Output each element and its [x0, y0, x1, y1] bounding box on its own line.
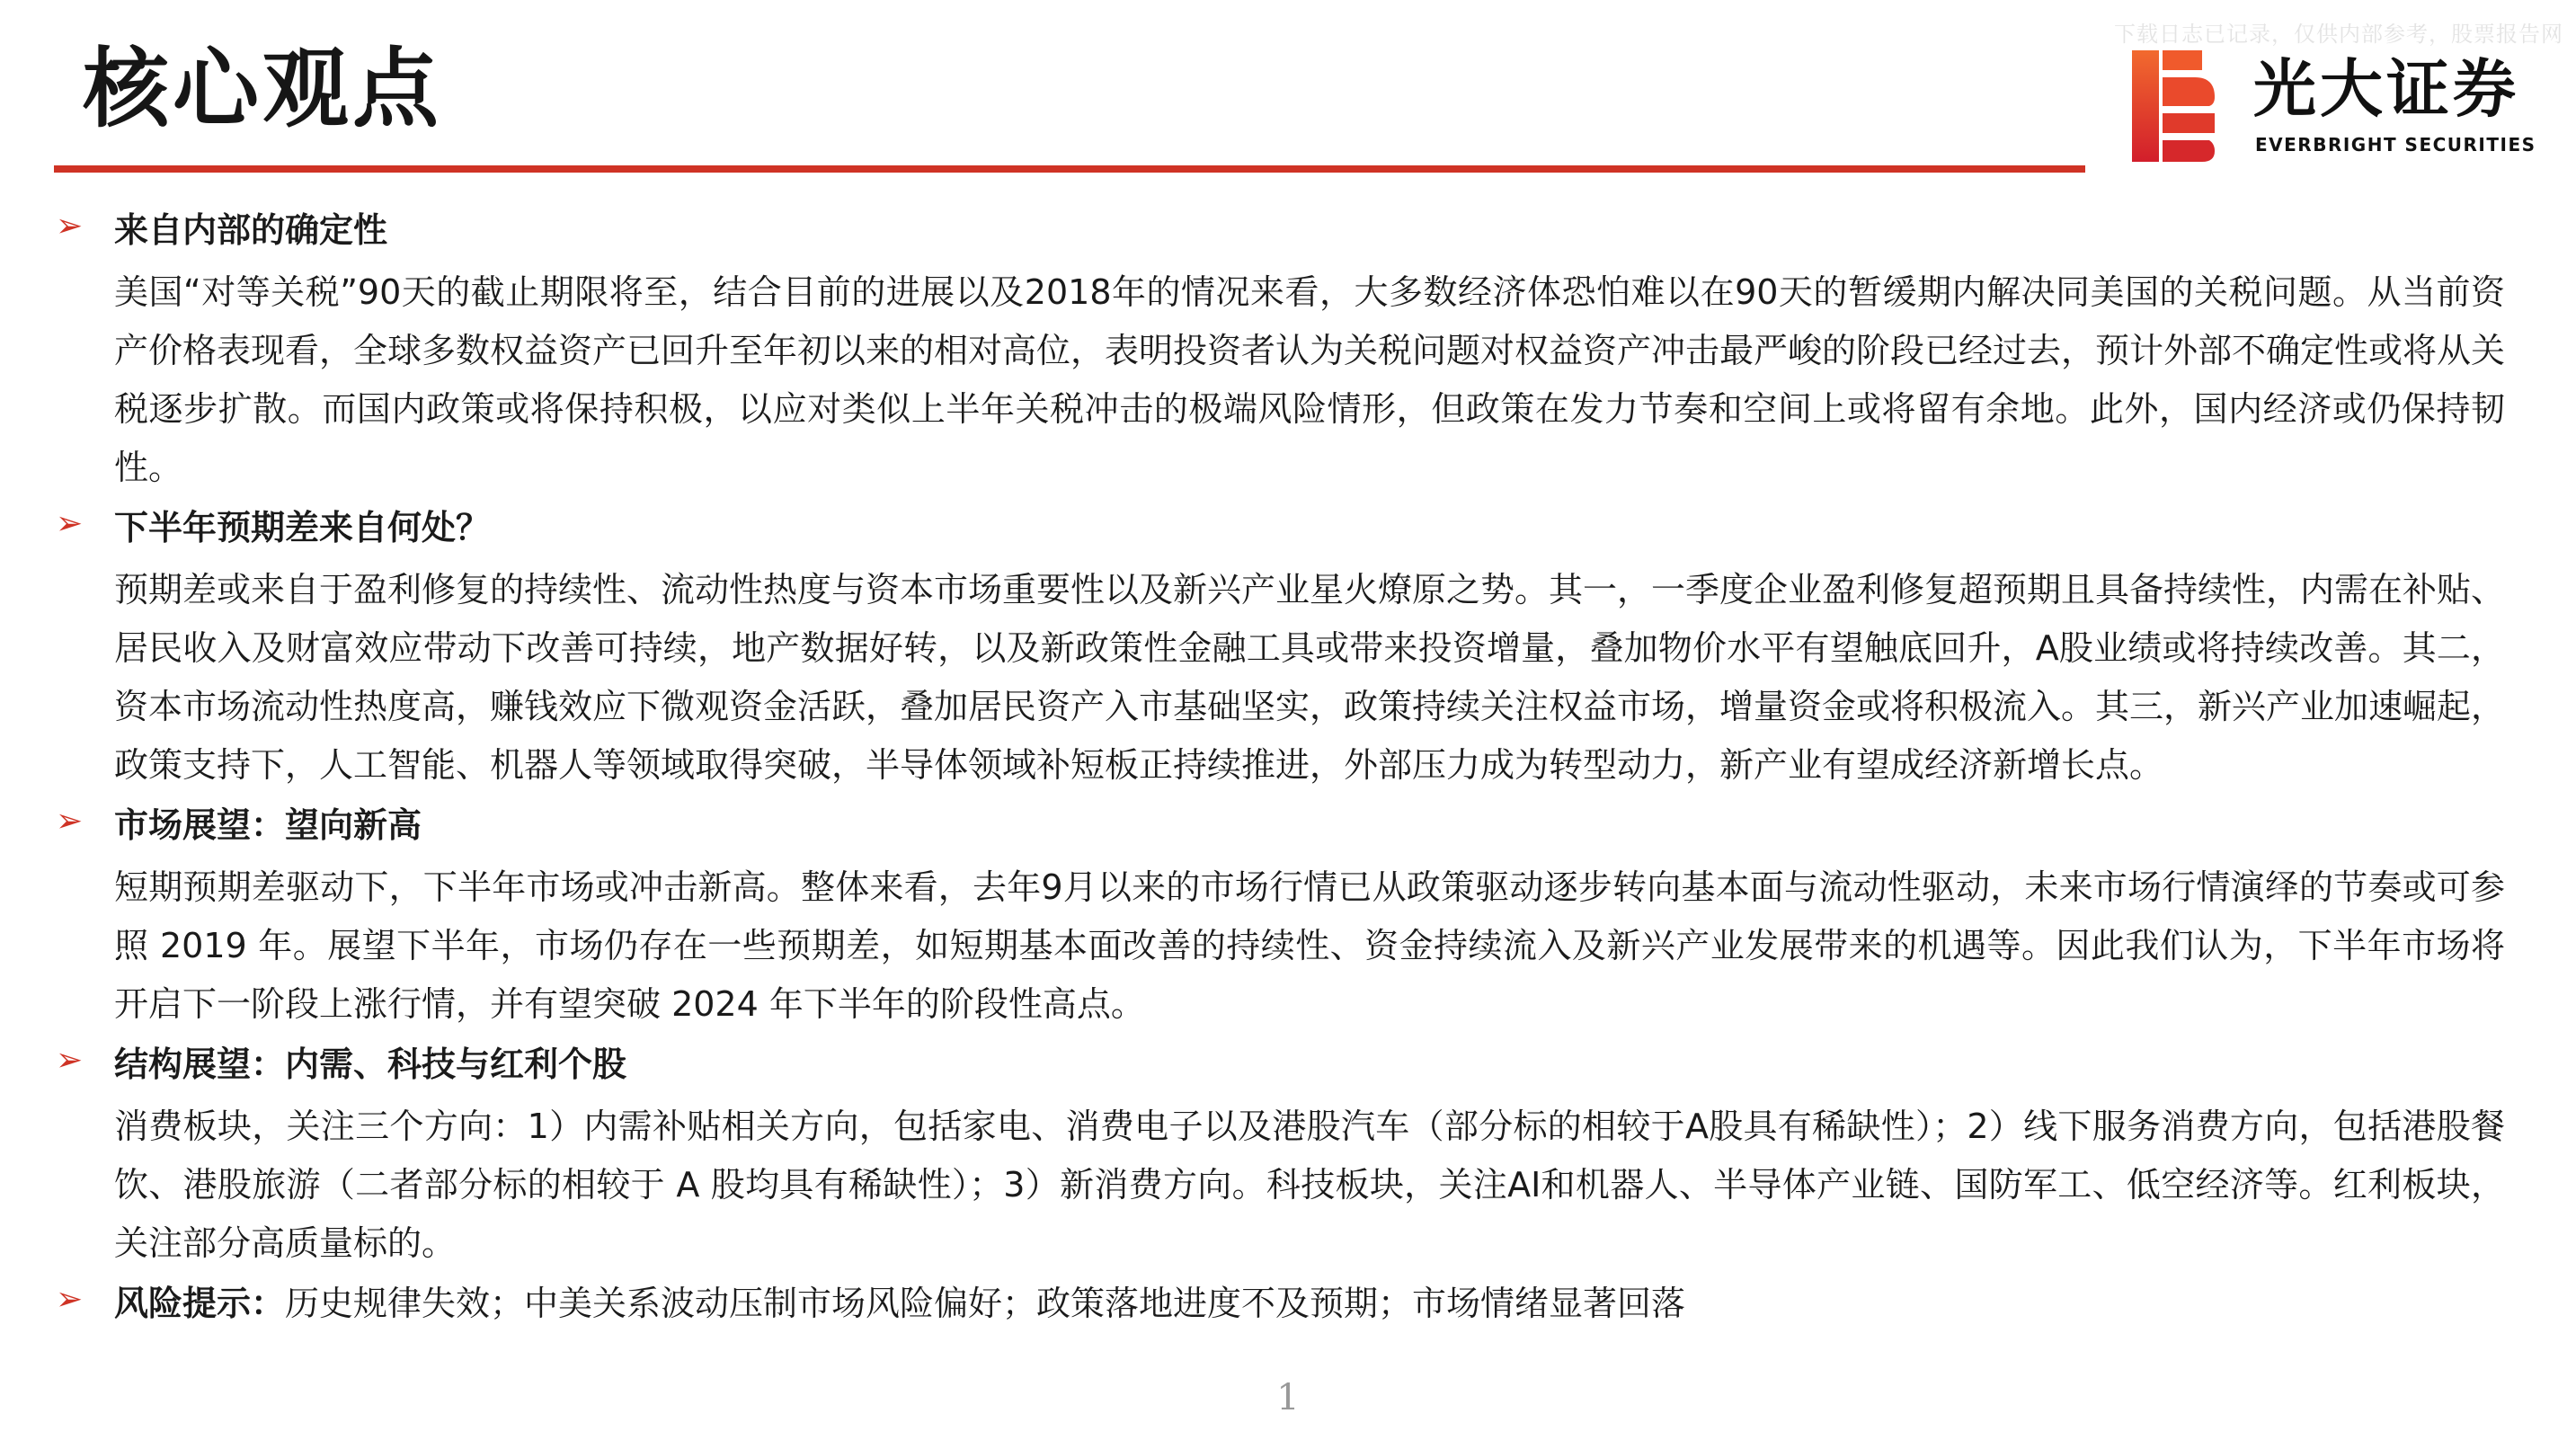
section-heading: 来自内部的确定性 — [114, 210, 388, 250]
section-body: 消费板块，关注三个方向：1）内需补贴相关方向，包括家电、消费电子以及港股汽车（部分标的相较于A股具有稀缺性）；2）线下服务消费方向，包括港股餐饮、港股旅游（二者部分标的相较于 A 股均具有稀缺性）；3）新消费方向。科技板块，关注AI和机器人、半导体产业链、国防军工、低空经济等。红利板块，关注部分高质量标的。 — [114, 1107, 2505, 1263]
logo-chinese-name: 光大证券 — [2253, 52, 2519, 126]
section — [54, 1039, 2535, 1273]
section-body: 短期预期差驱动下，下半年市场或冲击新高。整体来看，去年9月以来的市场行情已从政策驱动逐步转向基本面与流动性驱动，未来市场行情演绎的节奏或可参照 2019 年。展望下半年，市场仍存在一些预期差，如短期基本面改善的持续性、资金持续流入及新兴产业发展带来的机遇等。因此我们认为，下半年市场将开启下一阶段上涨行情，并有望突破 2024 年下半年的阶段性高点。 — [114, 867, 2505, 1024]
arrow-bullet-icon: ➢ — [56, 1042, 84, 1079]
everbright-logo — [2132, 50, 2545, 167]
page-title: 核心观点 — [83, 39, 442, 139]
page-number: 1 — [1276, 1377, 1300, 1418]
arrow-bullet-icon: ➢ — [56, 1281, 84, 1318]
key-points — [54, 205, 2535, 1337]
risk-section — [54, 1278, 2535, 1337]
section — [54, 800, 2535, 1034]
arrow-bullet-icon: ➢ — [56, 803, 84, 840]
arrow-bullet-icon: ➢ — [56, 505, 84, 542]
title-divider — [54, 165, 2085, 173]
section-body: 美国“对等关税”90天的截止期限将至，结合目前的进展以及2018年的情况来看，大多数经济体恐怕难以在90天的暂缓期内解决同美国的关税问题。从当前资产价格表现看，全球多数权益资产已回升至年初以来的相对高位，表明投资者认为关税问题对权益资产冲击最严峻的阶段已经过去，预计外部不确定性或将从关税逐步扩散。而国内政策或将保持积极，以应对类似上半年关税冲击的极端风险情形，但政策在发力节奏和空间上或将留有余地。此外，国内经济或仍保持韧性。 — [114, 272, 2506, 487]
section — [54, 502, 2535, 795]
section-heading: 市场展望：望向新高 — [114, 805, 422, 845]
section-heading: 结构展望：内需、科技与红利个股 — [114, 1045, 627, 1084]
logo-english-name: EVERBRIGHT SECURITIES — [2255, 134, 2536, 156]
risk-label: 风险提示： — [114, 1284, 286, 1323]
everbright-logo-icon — [2132, 50, 2218, 162]
risk-heading — [114, 1278, 1685, 1329]
section — [54, 205, 2535, 497]
arrow-bullet-icon: ➢ — [56, 208, 84, 244]
section-heading: 下半年预期差来自何处？ — [114, 508, 491, 547]
risk-text: 历史规律失效；中美关系波动压制市场风险偏好；政策落地进度不及预期；市场情绪显著回落 — [285, 1284, 1686, 1323]
watermark: 下载日志已记录，仅供内部参考，股票报告网 — [2114, 22, 2563, 47]
section-body: 预期差或来自于盈利修复的持续性、流动性热度与资本市场重要性以及新兴产业星火燎原之势。其一，一季度企业盈利修复超预期且具备持续性，内需在补贴、居民收入及财富效应带动下改善可持续，地产数据好转，以及新政策性金融工具或带来投资增量，叠加物价水平有望触底回升，A股业绩或将持续改善。其二，资本市场流动性热度高，赚钱效应下微观资金活跃，叠加居民资产入市基础坚实，政策持续关注权益市场，增量资金或将积极流入。其三，新兴产业加速崛起，政策支持下，人工智能、机器人等领域取得突破，半导体领域补短板正持续推进，外部压力成为转型动力，新产业有望成经济新增长点。 — [114, 570, 2506, 785]
